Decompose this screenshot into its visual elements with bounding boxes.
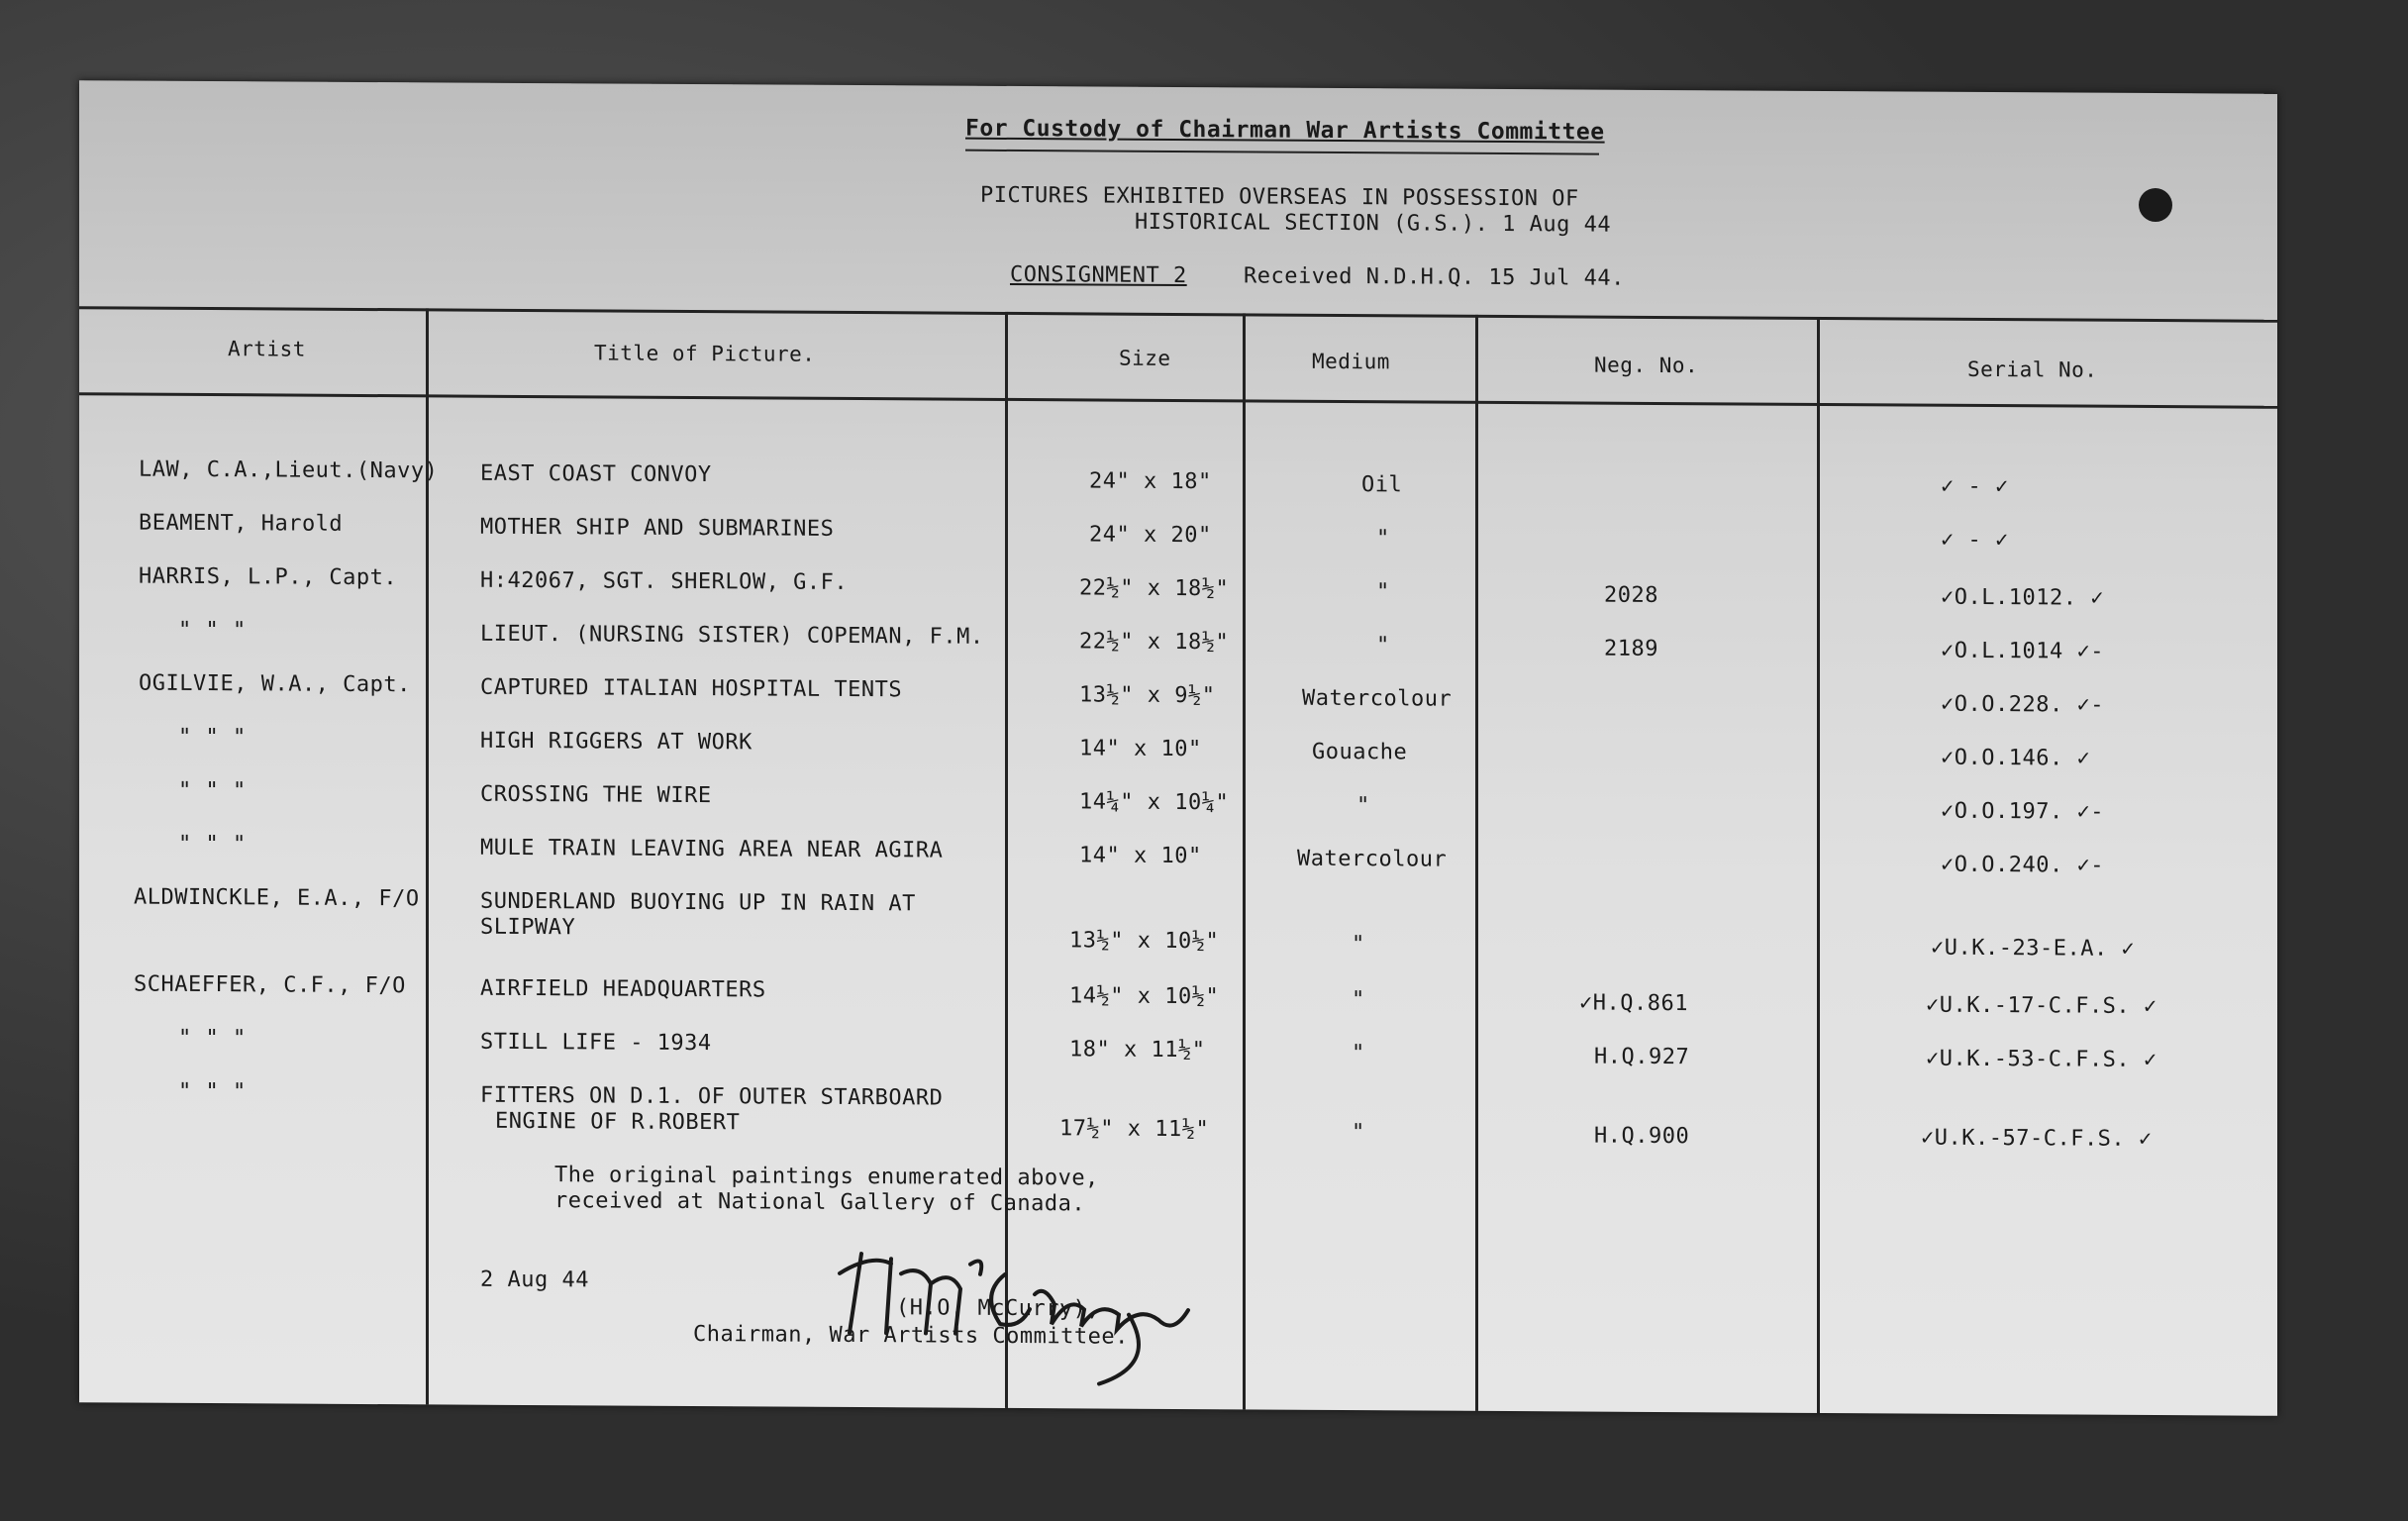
cell-medium: " <box>1356 793 1370 819</box>
consignment-label: CONSIGNMENT 2 <box>1010 261 1187 289</box>
cell-serial: ✓ - ✓ <box>1941 473 2009 500</box>
heading-line-1: PICTURES EXHIBITED OVERSEAS IN POSSESSION OF <box>980 182 1579 212</box>
cell-size: 17½" x 11½" <box>1059 1116 1210 1143</box>
cell-artist: " " " <box>178 1078 247 1105</box>
header-bottom-rule <box>79 392 2277 409</box>
cell-title: STILL LIFE - 1934 <box>480 1029 712 1057</box>
cell-artist: " " " <box>178 724 247 751</box>
cell-title: MOTHER SHIP AND SUBMARINES <box>480 514 835 542</box>
cell-medium: Gouache <box>1312 739 1408 765</box>
header-serial-no: Serial No. <box>1967 356 2098 382</box>
header-artist: Artist <box>228 337 306 361</box>
title-double-underline <box>965 150 1599 155</box>
cell-title: EAST COAST CONVOY <box>480 460 712 488</box>
col-divider-4 <box>1475 315 1478 1411</box>
cell-title: AIRFIELD HEADQUARTERS <box>480 975 766 1003</box>
header-neg-no: Neg. No. <box>1594 353 1699 378</box>
header-medium: Medium <box>1312 349 1390 374</box>
cell-artist: SCHAEFFER, C.F., F/O <box>134 971 406 999</box>
cell-serial: ✓O.L.1014 ✓- <box>1941 638 2104 664</box>
cell-title: LIEUT. (NURSING SISTER) COPEMAN, F.M. <box>480 621 984 650</box>
cell-size: 14½" x 10½" <box>1069 983 1220 1010</box>
cell-size: 14¼" x 10¼" <box>1079 789 1230 816</box>
cell-title: FITTERS ON D.1. OF OUTER STARBOARD <box>480 1082 944 1111</box>
cell-serial: ✓O.O.146. ✓ <box>1941 745 2091 771</box>
heading-line-2: HISTORICAL SECTION (G.S.). 1 Aug 44 <box>1135 209 1612 238</box>
cell-artist: " " " <box>178 1025 247 1052</box>
cell-size: 22½" x 18½" <box>1079 575 1230 602</box>
cell-size: 22½" x 18½" <box>1079 629 1230 656</box>
punch-hole-mark <box>2139 188 2172 222</box>
cell-title: MULE TRAIN LEAVING AREA NEAR AGIRA <box>480 835 944 863</box>
cell-title: HIGH RIGGERS AT WORK <box>480 728 752 756</box>
cell-serial: ✓O.L.1012. ✓ <box>1941 584 2104 611</box>
cell-title: CROSSING THE WIRE <box>480 781 712 809</box>
cell-serial: ✓U.K.-53-C.F.S. ✓ <box>1926 1046 2157 1073</box>
cell-artist: " " " <box>178 777 247 804</box>
cell-medium: " <box>1352 1120 1365 1146</box>
document-sheet <box>79 80 2277 1416</box>
cell-medium: " <box>1352 987 1365 1013</box>
handwritten-signature <box>832 1214 1347 1395</box>
cell-medium: Watercolour <box>1297 846 1448 872</box>
signed-date: 2 Aug 44 <box>480 1267 589 1293</box>
cell-medium: " <box>1376 526 1390 552</box>
cell-artist: HARRIS, L.P., Capt. <box>139 563 398 591</box>
cell-serial: ✓U.K.-23-E.A. ✓ <box>1931 935 2136 962</box>
cell-artist: BEAMENT, Harold <box>139 510 344 537</box>
cell-serial: ✓U.K.-17-C.F.S. ✓ <box>1926 992 2157 1020</box>
header-title: Title of Picture. <box>594 341 816 366</box>
cell-size: 24" x 18" <box>1089 468 1212 495</box>
cell-neg: H.Q.927 <box>1594 1044 1690 1070</box>
note-line-2: received at National Gallery of Canada. <box>554 1188 1086 1217</box>
custody-title: For Custody of Chairman War Artists Committee <box>965 115 1605 146</box>
signatory-name: (H.O. McCurry), <box>896 1295 1101 1322</box>
cell-serial: ✓O.O.240. ✓- <box>1941 852 2104 878</box>
cell-neg: ✓H.Q.861 <box>1579 990 1688 1017</box>
cell-medium: " <box>1376 579 1390 605</box>
cell-title-line-2: SLIPWAY <box>480 914 576 941</box>
cell-title-line-2: ENGINE OF R.ROBERT <box>495 1108 741 1136</box>
col-divider-5 <box>1817 317 1820 1413</box>
cell-size: 13½" x 9½" <box>1079 682 1216 709</box>
cell-serial: ✓O.O.197. ✓- <box>1941 798 2104 825</box>
table-top-rule <box>79 306 2277 323</box>
cell-size: 18" x 11½" <box>1069 1037 1206 1064</box>
cell-size: 13½" x 10½" <box>1069 928 1220 955</box>
cell-serial: ✓O.O.228. ✓- <box>1941 691 2104 718</box>
cell-artist: ALDWINCKLE, E.A., F/O <box>134 884 420 912</box>
cell-medium: " <box>1352 1041 1365 1066</box>
cell-neg: 2028 <box>1604 582 1658 608</box>
cell-neg: 2189 <box>1604 636 1658 661</box>
received-date: Received N.D.H.Q. 15 Jul 44. <box>1244 263 1625 291</box>
cell-serial: ✓U.K.-57-C.F.S. ✓ <box>1921 1125 2153 1153</box>
signatory-title: Chairman, War Artists Committee. <box>693 1322 1129 1350</box>
note-line-1: The original paintings enumerated above, <box>554 1163 1099 1191</box>
cell-neg: H.Q.900 <box>1594 1123 1690 1150</box>
cell-artist: " " " <box>178 831 247 858</box>
cell-artist: " " " <box>178 617 247 644</box>
cell-artist: OGILVIE, W.A., Capt. <box>139 670 411 698</box>
cell-artist: LAW, C.A.,Lieut.(Navy) <box>139 456 439 484</box>
cell-medium: " <box>1352 932 1365 958</box>
cell-medium: Watercolour <box>1302 685 1453 712</box>
cell-serial: ✓ - ✓ <box>1941 527 2009 554</box>
cell-medium: Oil <box>1361 472 1403 498</box>
cell-size: 14" x 10" <box>1079 843 1202 869</box>
cell-title: SUNDERLAND BUOYING UP IN RAIN AT <box>480 888 916 917</box>
cell-title: CAPTURED ITALIAN HOSPITAL TENTS <box>480 674 903 703</box>
cell-size: 24" x 20" <box>1089 522 1212 549</box>
cell-size: 14" x 10" <box>1079 736 1202 762</box>
cell-title: H:42067, SGT. SHERLOW, G.F. <box>480 567 849 595</box>
cell-medium: " <box>1376 633 1390 659</box>
header-size: Size <box>1119 346 1171 370</box>
